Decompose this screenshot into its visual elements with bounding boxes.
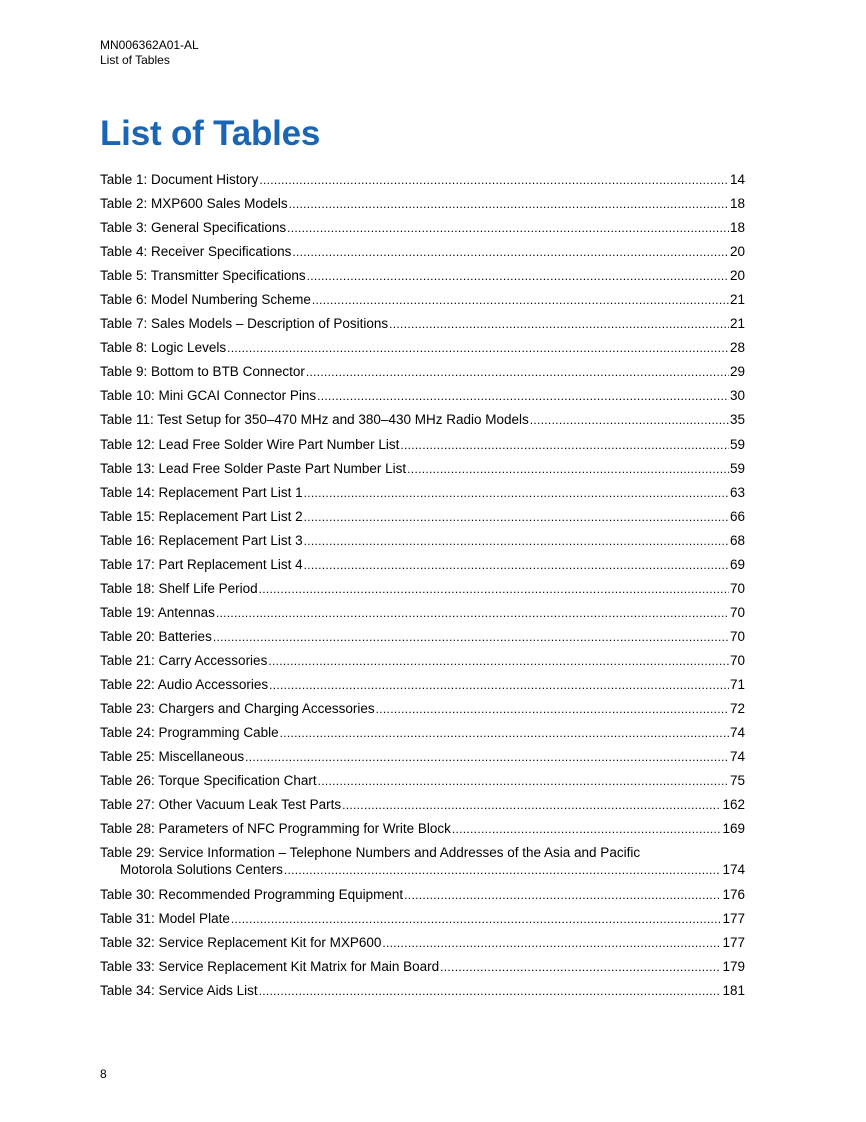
toc-entry[interactable] xyxy=(100,363,745,387)
dot-leader xyxy=(287,219,729,237)
toc-entry-page-number: 75 xyxy=(729,773,745,789)
toc-entry-page-number: 70 xyxy=(729,580,745,596)
dot-leader xyxy=(268,652,729,670)
toc-entry-continuation-line xyxy=(100,861,745,879)
toc-entry[interactable] xyxy=(100,934,745,958)
toc-entry-label: Table 12: Lead Free Solder Wire Part Number List xyxy=(100,436,400,452)
toc-entry-page-number: 59 xyxy=(729,460,745,476)
toc-entry-page-number: 179 xyxy=(722,958,745,974)
toc-entry-page-number: 30 xyxy=(729,388,745,404)
toc-entry-label: Table 27: Other Vacuum Leak Test Parts xyxy=(100,797,342,813)
toc-entry-label-continuation: Motorola Solutions Centers xyxy=(120,862,283,878)
toc-entry-label: Table 31: Model Plate xyxy=(100,910,230,926)
toc-entry-page-number: 74 xyxy=(729,725,745,741)
toc-entry[interactable] xyxy=(100,700,745,724)
toc-entry-page-number: 14 xyxy=(729,172,745,187)
page-number: 8 xyxy=(100,1067,107,1081)
toc-entry-label: Table 29: Service Information – Telephone Numbers and Addresses of the Asia and Pacific xyxy=(100,845,641,861)
toc-entry-page-number: 21 xyxy=(729,316,745,332)
toc-entry[interactable] xyxy=(100,604,745,628)
dot-leader xyxy=(307,267,729,285)
toc-entry-page-number: 28 xyxy=(729,340,745,356)
toc-entry[interactable] xyxy=(100,387,745,411)
toc-entry-page-number: 169 xyxy=(722,821,745,837)
dot-leader xyxy=(389,315,729,333)
toc-entry[interactable] xyxy=(100,910,745,934)
document-id: MN006362A01-AL xyxy=(100,38,199,52)
toc-entry[interactable] xyxy=(100,460,745,484)
toc-entry-label: Table 30: Recommended Programming Equipment xyxy=(100,886,404,902)
toc-entry-page-number: 72 xyxy=(729,701,745,717)
toc-entry-page-number: 29 xyxy=(729,364,745,380)
toc-entry[interactable] xyxy=(100,580,745,604)
toc-entry[interactable] xyxy=(100,556,745,580)
toc-entry-page-number: 63 xyxy=(729,484,745,500)
toc-entry-label: Table 23: Chargers and Charging Accessories xyxy=(100,701,375,717)
toc-entry-page-number: 74 xyxy=(729,749,745,765)
toc-entry-label: Table 24: Programming Cable xyxy=(100,725,279,741)
dot-leader xyxy=(259,171,729,189)
dot-leader xyxy=(231,910,722,928)
dot-leader xyxy=(304,556,729,574)
toc-entry[interactable] xyxy=(100,219,745,243)
toc-entry-page-number: 70 xyxy=(729,628,745,644)
page-title: List of Tables xyxy=(100,114,321,153)
toc-entry[interactable] xyxy=(100,532,745,556)
list-of-tables xyxy=(100,171,745,1006)
dot-leader xyxy=(376,700,729,718)
dot-leader xyxy=(284,862,722,879)
toc-entry-label: Table 22: Audio Accessories xyxy=(100,676,269,692)
dot-leader xyxy=(452,820,722,838)
dot-leader xyxy=(269,676,729,694)
toc-entry[interactable] xyxy=(100,652,745,676)
dot-leader xyxy=(400,436,729,454)
dot-leader xyxy=(306,363,729,381)
toc-entry[interactable] xyxy=(100,315,745,339)
toc-entry[interactable] xyxy=(100,886,745,910)
toc-entry-label: Table 15: Replacement Part List 2 xyxy=(100,508,303,524)
toc-entry[interactable] xyxy=(100,958,745,982)
toc-entry-label: Table 5: Transmitter Specifications xyxy=(100,268,306,284)
dot-leader xyxy=(304,484,729,502)
toc-entry-label: Table 6: Model Numbering Scheme xyxy=(100,292,311,308)
toc-entry-page-number: 70 xyxy=(729,652,745,668)
toc-entry-page-number: 59 xyxy=(729,436,745,452)
toc-entry-label: Table 7: Sales Models – Description of Positions xyxy=(100,316,389,332)
toc-entry[interactable] xyxy=(100,820,745,844)
toc-entry-page-number: 68 xyxy=(729,532,745,548)
dot-leader xyxy=(216,604,729,622)
dot-leader xyxy=(407,460,729,478)
toc-entry-page-number: 177 xyxy=(722,910,745,926)
toc-entry[interactable] xyxy=(100,628,745,652)
toc-entry-page-number: 21 xyxy=(729,292,745,308)
toc-entry-label: Table 16: Replacement Part List 3 xyxy=(100,532,303,548)
toc-entry-page-number: 20 xyxy=(729,244,745,260)
toc-entry[interactable] xyxy=(100,411,745,435)
toc-entry[interactable] xyxy=(100,484,745,508)
toc-entry-page-number: 71 xyxy=(729,676,745,692)
dot-leader xyxy=(304,532,729,550)
dot-leader xyxy=(280,724,729,742)
toc-entry-label: Table 17: Part Replacement List 4 xyxy=(100,556,303,572)
toc-entry-label: Table 34: Service Aids List xyxy=(100,982,258,998)
toc-entry-page-number: 162 xyxy=(722,797,745,813)
toc-entry-label: Table 28: Parameters of NFC Programming for Write Block xyxy=(100,821,451,837)
toc-entry-label: Table 13: Lead Free Solder Paste Part Number List xyxy=(100,460,407,476)
toc-entry-label: Table 1: Document History xyxy=(100,172,259,187)
toc-entry-label: Table 32: Service Replacement Kit for MXP600 xyxy=(100,934,382,950)
dot-leader xyxy=(404,886,721,904)
dot-leader xyxy=(440,958,721,976)
toc-entry-label: Table 4: Receiver Specifications xyxy=(100,244,292,260)
toc-entry-page-number: 18 xyxy=(729,220,745,236)
toc-entry-label: Table 33: Service Replacement Kit Matrix for Main Board xyxy=(100,958,440,974)
toc-entry[interactable] xyxy=(100,171,745,195)
header-section-title: List of Tables xyxy=(100,53,170,67)
toc-entry-page-number: 66 xyxy=(729,508,745,524)
dot-leader xyxy=(312,291,729,309)
toc-entry[interactable] xyxy=(100,796,745,820)
toc-entry-page-number: 181 xyxy=(722,982,745,998)
toc-entry[interactable] xyxy=(100,724,745,748)
dot-leader xyxy=(245,748,729,766)
dot-leader xyxy=(530,411,729,429)
toc-entry-page-number: 69 xyxy=(729,556,745,572)
toc-entry-label: Table 25: Miscellaneous xyxy=(100,749,245,765)
dot-leader xyxy=(289,195,729,213)
toc-entry-label: Table 11: Test Setup for 350–470 MHz and 380–430 MHz Radio Models xyxy=(100,412,529,428)
dot-leader xyxy=(318,772,729,790)
toc-entry[interactable] xyxy=(100,436,745,460)
dot-leader xyxy=(292,243,729,261)
toc-entry[interactable] xyxy=(100,267,745,291)
dot-leader xyxy=(259,982,722,1000)
toc-entry-label: Table 21: Carry Accessories xyxy=(100,652,268,668)
toc-entry[interactable] xyxy=(100,982,745,1006)
toc-entry-label: Table 10: Mini GCAI Connector Pins xyxy=(100,388,317,404)
toc-entry-page-number: 176 xyxy=(722,886,745,902)
toc-entry[interactable] xyxy=(100,508,745,532)
toc-entry-label: Table 19: Antennas xyxy=(100,604,215,620)
toc-entry-page-number: 35 xyxy=(729,412,745,428)
toc-entry-label: Table 20: Batteries xyxy=(100,628,212,644)
dot-leader xyxy=(342,796,721,814)
toc-entry-label: Table 3: General Specifications xyxy=(100,220,287,236)
toc-entry-label: Table 8: Logic Levels xyxy=(100,340,227,356)
toc-entry-page-number: 174 xyxy=(722,862,745,878)
toc-entry-label: Table 2: MXP600 Sales Models xyxy=(100,196,288,212)
toc-entry-label: Table 14: Replacement Part List 1 xyxy=(100,484,303,500)
running-header xyxy=(100,38,199,68)
toc-entry-label: Table 26: Torque Specification Chart xyxy=(100,773,317,789)
dot-leader xyxy=(227,339,729,357)
dot-leader xyxy=(213,628,729,646)
toc-entry-page-number: 177 xyxy=(722,934,745,950)
toc-entry-label: Table 9: Bottom to BTB Connector xyxy=(100,364,305,380)
dot-leader xyxy=(259,580,729,598)
toc-entry-label: Table 18: Shelf Life Period xyxy=(100,580,258,596)
dot-leader xyxy=(317,387,729,405)
toc-entry[interactable] xyxy=(100,772,745,796)
toc-entry-page-number: 20 xyxy=(729,268,745,284)
toc-entry[interactable] xyxy=(100,195,745,219)
toc-entry[interactable] xyxy=(100,748,745,772)
toc-entry[interactable] xyxy=(100,844,745,885)
toc-entry[interactable] xyxy=(100,291,745,315)
toc-entry[interactable] xyxy=(100,243,745,267)
dot-leader xyxy=(304,508,729,526)
toc-entry[interactable] xyxy=(100,339,745,363)
dot-leader xyxy=(382,934,721,952)
toc-entry[interactable] xyxy=(100,676,745,700)
toc-entry-page-number: 70 xyxy=(729,604,745,620)
toc-entry-page-number: 18 xyxy=(729,196,745,212)
